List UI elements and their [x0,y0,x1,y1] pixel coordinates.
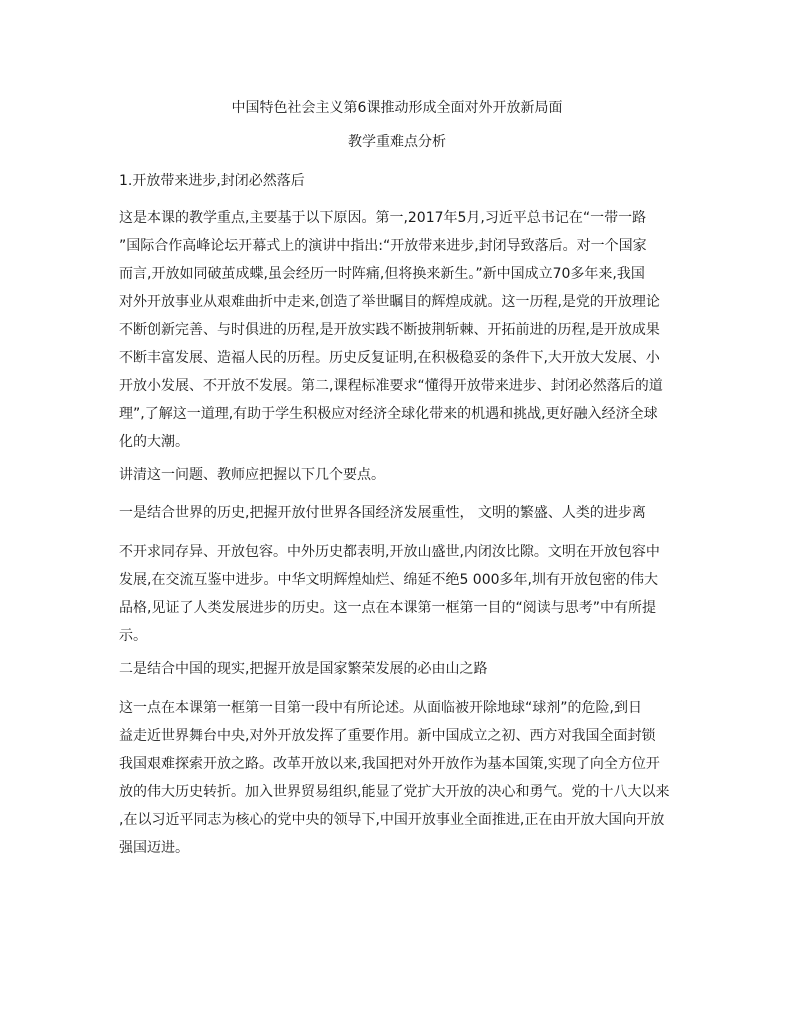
paragraph-2: 讲清这一问题、教师应把握以下几个要点。 [119,467,385,483]
point-heading-1: 一是结合世界的历史,把握开放付世界各国经济发展重性， 文明的繁盛、人类的进步离 [119,505,646,521]
paragraph-line: 开放小发展、不开放不发展。第二,课程标准要求“懂得开放带来进步、封闭必然落后的道 [119,378,663,394]
paragraph-line: 示。 [119,628,147,644]
paragraph-line: 理”,了解这一道理,有助于学生积极应对经济全球化带来的机遇和挑战,更好融入经济全球 [119,406,658,422]
paragraph-line: 我国艰难探索开放之路。改革开放以来,我国把对外开放作为基本国策,实现了向全方位开 [119,756,660,772]
paragraph-line: ,在以习近平同志为核心的党中央的领导下,中国开放事业全面推进,正在由开放大国向开放 [119,812,665,828]
paragraph-4 [119,694,679,862]
paragraph-line: 而言,开放如同破茧成蝶,虽会经历一时阵痛,但将换来新生。”新中国成立70多年来,我国 [119,266,645,282]
paragraph-line: 不开求同存异、开放包容。中外历史都表明,开放山盛世,内闭汝比隙。文明在开放包容中 [119,544,660,560]
paragraph-line: 益走近世界舞台中央,对外开放发挥了重要作用。新中国成立之初、西方对我国全面封锁 [119,728,656,744]
paragraph-1 [119,204,679,456]
paragraph-line: 这一点在本课第一框第一目第一段中有所论述。从面临被开除地球“球剂”的危险,到日 [119,700,642,716]
paragraph-line: ”国际合作高峰论坛开幕式上的演讲中指出:“开放带来进步,封闭导致落后。对一个国家 [119,238,647,254]
paragraph-line: 这是本课的教学重点,主要基于以下原因。第一,2017年5月,习近平总书记在“一带一路 [119,210,647,226]
paragraph-line: 发展,在交流互鉴中进步。中华文明辉煌灿烂、绵延不绝5 000多年,圳有开放包密的伟大 [119,572,658,588]
document-title: 中国特色社会主义第6课推动形成全面对外开放新局面 [231,100,563,116]
paragraph-line: 品格,见证了人类发展进步的历史。这一点在本课第一框第一目的“阅读与思考”中有所提 [119,600,656,616]
section-heading-1: 1.开放带来进步,封闭必然落后 [119,173,305,189]
paragraph-line: 对外开放事业从艰难曲折中走来,创造了举世瞩目的辉煌成就。这一历程,是党的开放理论 [119,294,660,310]
document-subtitle: 教学重难点分析 [348,134,446,150]
point-heading-2: 二是结合中国的现实,把握开放是国家繁荣发展的必由山之路 [119,661,488,677]
paragraph-3 [119,538,679,650]
paragraph-line: 化的大潮。 [119,434,189,450]
paragraph-line: 不断创新完善、与时俱进的历程,是开放实践不断披荆斩棘、开拓前进的历程,是开放成果 [119,322,660,338]
paragraph-line: 强国迈进。 [119,840,189,856]
paragraph-line: 放的伟大历史转折。加入世界贸易组织,能显了党扩大开放的决心和勇气。党的十八大以来 [119,784,670,800]
paragraph-line: 不断丰富发展、造福人民的历程。历史反复证明,在积极稳妥的条件下,大开放大发展、小 [119,350,660,366]
